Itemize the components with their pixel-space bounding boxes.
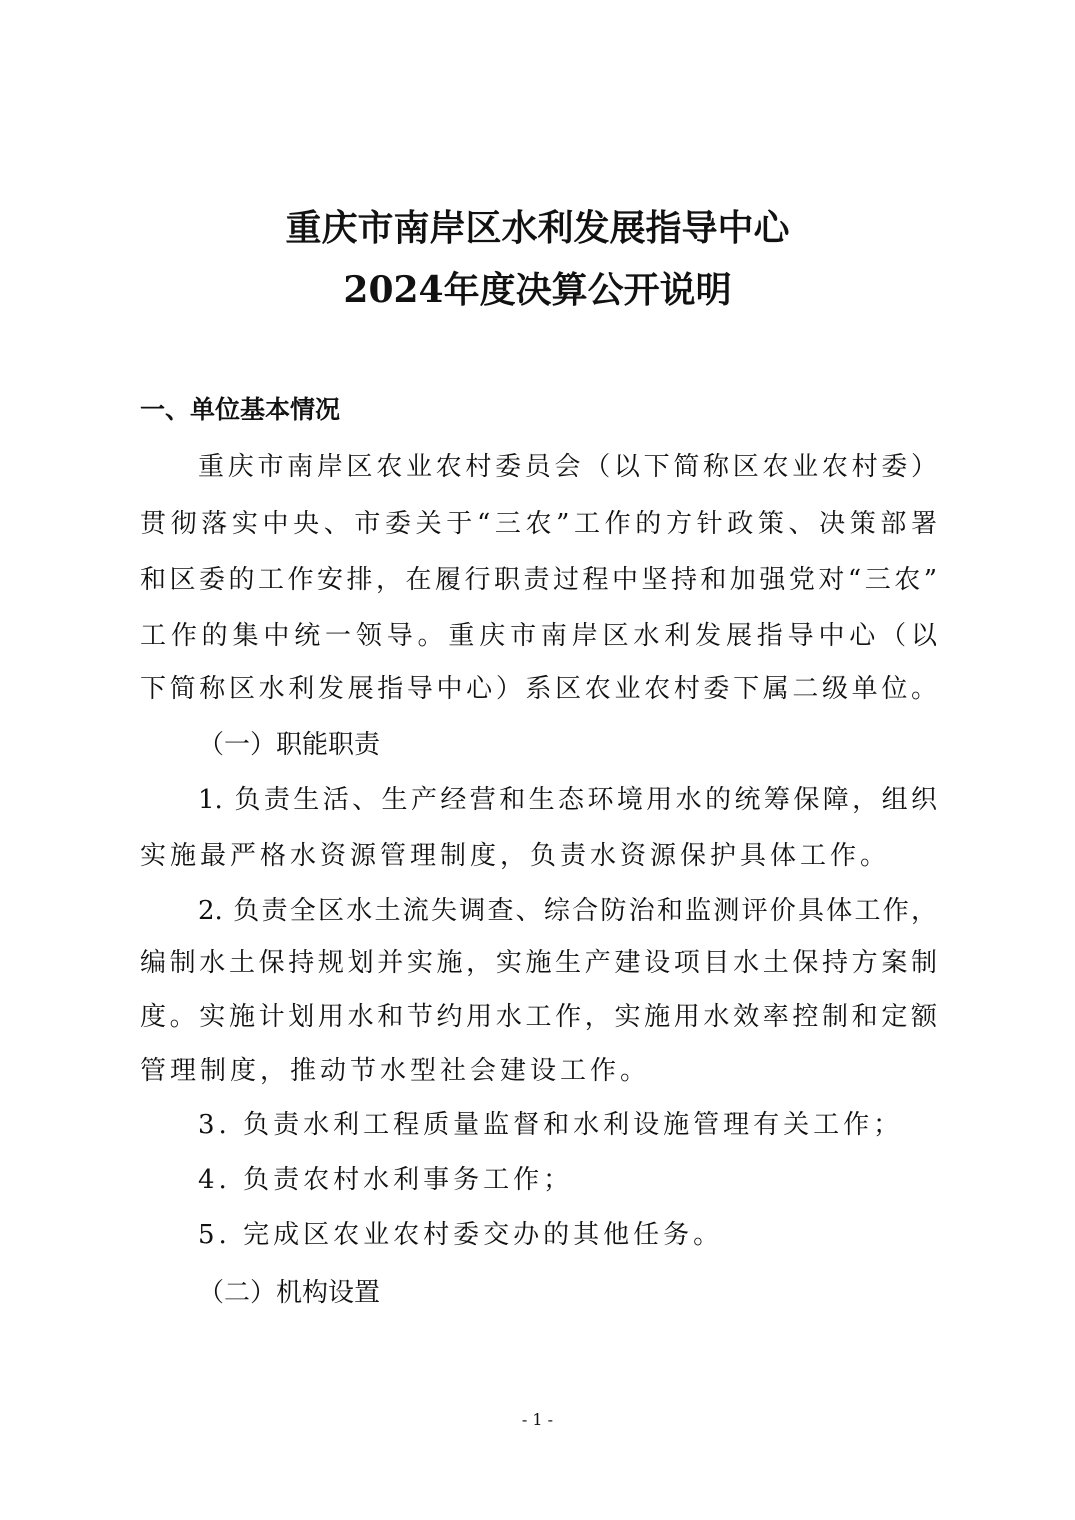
paragraph-line: 重庆市南岸区农业农村委员会（以下简称区农业农村委） <box>198 452 937 482</box>
paragraph-line: 工作的集中统一领导。重庆市南岸区水利发展指导中心（以 <box>140 621 937 651</box>
paragraph-line: 贯彻落实中央、市委关于“三农”工作的方针政策、决策部署 <box>140 509 937 539</box>
subsection-heading: （二）机构设置 <box>198 1278 381 1308</box>
subsection-heading: （一）职能职责 <box>198 730 381 760</box>
duty-line: 实施最严格水资源管理制度，负责水资源保护具体工作。 <box>140 841 891 871</box>
document-title-line1: 重庆市南岸区水利发展指导中心 <box>285 207 790 249</box>
duty-line: 1. 负责生活、生产经营和生态环境用水的统筹保障，组织 <box>198 785 937 815</box>
duty-line: 4. 负责农村水利事务工作； <box>198 1165 574 1195</box>
duty-line: 3. 负责水利工程质量监督和水利设施管理有关工作； <box>198 1110 904 1140</box>
document-title-line2: 2024年度决算公开说明 <box>343 269 732 311</box>
duty-line: 管理制度，推动节水型社会建设工作。 <box>140 1056 651 1086</box>
page-number: - 1 - <box>521 1410 554 1429</box>
duty-line: 5. 完成区农业农村委交办的其他任务。 <box>198 1220 724 1250</box>
section-heading: 一、单位基本情况 <box>140 395 341 424</box>
duty-line: 2. 负责全区水土流失调查、综合防治和监测评价具体工作， <box>198 896 937 926</box>
paragraph-line: 和区委的工作安排，在履行职责过程中坚持和加强党对“三农” <box>140 565 937 595</box>
duty-line: 编制水土保持规划并实施，实施生产建设项目水土保持方案制 <box>140 948 937 978</box>
duty-line: 度。实施计划用水和节约用水工作，实施用水效率控制和定额 <box>140 1002 937 1032</box>
paragraph-line: 下简称区水利发展指导中心）系区农业农村委下属二级单位。 <box>140 674 937 704</box>
